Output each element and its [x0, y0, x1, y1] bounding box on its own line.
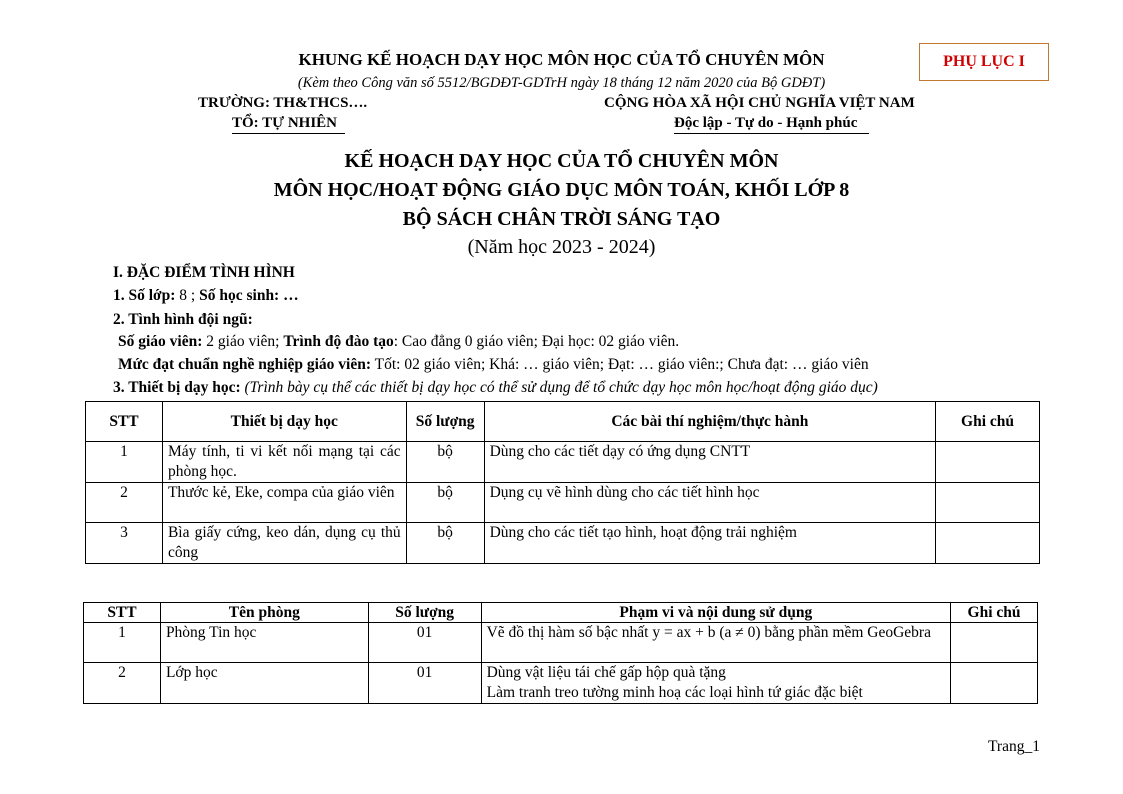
table-cell: bộ [406, 523, 484, 564]
standard-value: Tốt: 02 giáo viên; Khá: … giáo viên; Đạt: … giáo viên:; Chưa đạt: … giáo viên [371, 356, 869, 373]
plan-title-line-3: BỘ SÁCH CHÂN TRỜI SÁNG TẠO [402, 208, 721, 230]
table-cell: 01 [368, 623, 481, 663]
column-header: STT [86, 402, 163, 442]
equipment-table [85, 401, 1040, 564]
table-cell: bộ [406, 442, 484, 483]
degree-value: : Cao đẳng 0 giáo viên; Đại học: 02 giáo viên. [393, 333, 680, 350]
table-cell: Máy tính, ti vi kết nối mạng tại các phòng học. [162, 442, 406, 483]
national-motto: Độc lập - Tự do - Hạnh phúc [674, 115, 858, 131]
document-subtitle: (Kèm theo Công văn số 5512/BGDĐT-GDTrH ngày 18 tháng 12 năm 2020 của Bộ GDĐT) [297, 75, 826, 91]
column-header: Tên phòng [160, 603, 368, 623]
table-cell: Dụng cụ vẽ hình dùng cho các tiết hình học [484, 483, 935, 523]
table-cell: 01 [368, 663, 481, 704]
column-header: STT [84, 603, 161, 623]
plan-title-line-1: KẾ HOẠCH DẠY HỌC CỦA TỔ CHUYÊN MÔN [344, 150, 779, 172]
school-name: TRƯỜNG: TH&THCS…. [198, 95, 368, 111]
table-cell [936, 442, 1040, 483]
usage-line: Làm tranh treo tường minh hoạ các loại hình tứ giác đặc biệt [486, 684, 863, 701]
table-row [86, 442, 1040, 483]
school-year: (Năm học 2023 - 2024) [467, 236, 656, 258]
table-header-row [84, 603, 1038, 623]
teacher-count-value: 2 giáo viên; [202, 333, 284, 350]
table-row [84, 623, 1038, 663]
department-underline [232, 133, 345, 134]
table-cell [481, 663, 950, 704]
column-header: Số lượng [368, 603, 481, 623]
room-table [83, 602, 1038, 704]
table-cell: Bìa giấy cứng, keo dán, dụng cụ thủ công [162, 523, 406, 564]
section-heading: I. ĐẶC ĐIỂM TÌNH HÌNH [113, 264, 295, 281]
student-count-label: Số học sinh: … [199, 287, 299, 304]
table-cell [951, 623, 1038, 663]
republic-title: CỘNG HÒA XÃ HỘI CHỦ NGHĨA VIỆT NAM [604, 95, 915, 111]
appendix-label: PHỤ LỤC I [919, 43, 1049, 81]
table-cell: Thước kẻ, Eke, compa của giáo viên [162, 483, 406, 523]
column-header: Ghi chú [951, 603, 1038, 623]
table-row [86, 523, 1040, 564]
motto-underline [674, 133, 869, 134]
table-cell: 2 [86, 483, 163, 523]
table-cell: 3 [86, 523, 163, 564]
standard-line [118, 356, 869, 374]
table-row [84, 663, 1038, 704]
document-header-title: KHUNG KẾ HOẠCH DẠY HỌC MÔN HỌC CỦA TỔ CHUYÊN MÔN [298, 50, 825, 69]
table-cell: Lớp học [160, 663, 368, 704]
table-cell: 2 [84, 663, 161, 704]
class-count-value: 8 ; [175, 287, 200, 304]
table-cell: Vẽ đồ thị hàm số bậc nhất y = ax + b (a ≠ 0) bằng phần mềm GeoGebra [481, 623, 950, 663]
table-cell: Dùng cho các tiết tạo hình, hoạt động trải nghiệm [484, 523, 935, 564]
equipment-label: 3. Thiết bị dạy học: [113, 379, 241, 396]
teacher-count-line [118, 333, 679, 351]
class-count-line [113, 287, 299, 305]
department-name: TỔ: TỰ NHIÊN [232, 115, 338, 131]
table-cell [936, 523, 1040, 564]
column-header: Ghi chú [936, 402, 1040, 442]
degree-label: Trình độ đào tạo [283, 333, 394, 350]
class-count-label: 1. Số lớp: [113, 287, 176, 304]
equipment-note: (Trình bày cụ thể các thiết bị dạy học có thể sử dụng để tổ chức dạy học môn học/hoạt động giáo dục) [240, 379, 878, 396]
table-cell [936, 483, 1040, 523]
column-header: Thiết bị dạy học [162, 402, 406, 442]
table-header-row [86, 402, 1040, 442]
column-header: Số lượng [406, 402, 484, 442]
standard-label: Mức đạt chuẩn nghề nghiệp giáo viên: [118, 356, 372, 373]
table-cell: 1 [84, 623, 161, 663]
table-cell [951, 663, 1038, 704]
table-cell: Phòng Tin học [160, 623, 368, 663]
table-cell: 1 [86, 442, 163, 483]
page-number: Trang_1 [988, 738, 1040, 755]
table-cell: Dùng cho các tiết dạy có ứng dụng CNTT [484, 442, 935, 483]
plan-title-line-2: MÔN HỌC/HOẠT ĐỘNG GIÁO DỤC MÔN TOÁN, KHỐI LỚP 8 [273, 179, 850, 201]
usage-line: Dùng vật liệu tái chế gấp hộp quà tặng [486, 664, 726, 681]
staff-heading: 2. Tình hình đội ngũ: [113, 311, 253, 328]
table-cell: bộ [406, 483, 484, 523]
teacher-count-label: Số giáo viên: [118, 333, 203, 350]
column-header: Phạm vi và nội dung sử dụng [481, 603, 950, 623]
column-header: Các bài thí nghiệm/thực hành [484, 402, 935, 442]
table-row [86, 483, 1040, 523]
equipment-line [113, 379, 878, 397]
